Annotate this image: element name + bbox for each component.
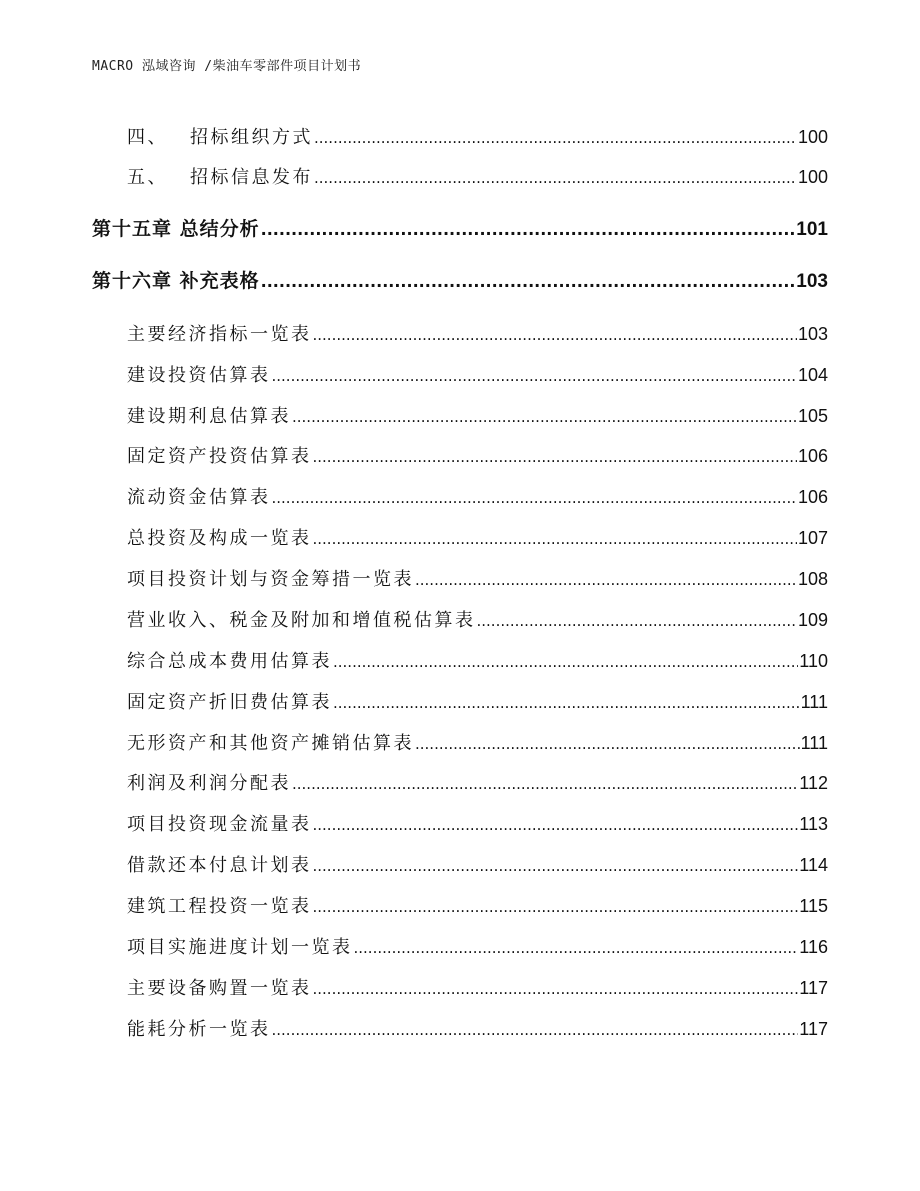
toc-item-row[interactable] [127, 810, 828, 836]
leader-dots [313, 448, 797, 466]
leader-dots [313, 530, 797, 548]
leader-dots [292, 775, 798, 793]
leader-dots [272, 1021, 799, 1039]
page-number: 111 [800, 692, 828, 712]
toc-item-row[interactable] [127, 524, 828, 550]
page-number: 104 [797, 365, 828, 385]
leader-dots [333, 694, 800, 712]
toc-item-row[interactable] [127, 361, 828, 387]
item-title: 项目实施进度计划一览表 [127, 937, 353, 958]
page-number: 117 [799, 1019, 828, 1039]
leader-dots [313, 898, 799, 916]
item-title: 固定资产投资估算表 [127, 446, 312, 467]
page-number: 106 [797, 487, 828, 507]
page-number: 112 [799, 773, 828, 793]
toc-item-row[interactable] [127, 1015, 828, 1041]
toc-item-row[interactable] [127, 565, 828, 591]
toc-item-row[interactable] [127, 606, 828, 632]
leader-dots [272, 367, 797, 385]
toc-item-row[interactable] [127, 974, 828, 1000]
leader-dots [354, 939, 799, 957]
page-number: 107 [797, 528, 828, 548]
leader-dots [333, 653, 798, 671]
page-number: 117 [799, 978, 828, 998]
leader-dots [477, 612, 797, 630]
item-title: 综合总成本费用估算表 [127, 651, 332, 672]
toc-section-row[interactable] [127, 163, 828, 189]
section-label [127, 163, 313, 189]
item-title: 主要经济指标一览表 [127, 324, 312, 345]
chapter-title: 第十五章 总结分析 [92, 218, 260, 240]
item-title: 能耗分析一览表 [127, 1019, 271, 1040]
chapter-title: 第十六章 补充表格 [92, 270, 260, 292]
item-title: 借款还本付息计划表 [127, 855, 312, 876]
page-number: 103 [797, 324, 828, 344]
section-title: 招标信息发布 [190, 167, 313, 188]
leader-dots [292, 408, 797, 426]
item-title: 项目投资计划与资金筹措一览表 [127, 569, 414, 590]
page-number: 105 [797, 406, 828, 426]
item-title: 建设期利息估算表 [127, 406, 291, 427]
page-number: 106 [797, 446, 828, 466]
leader-dots [261, 272, 796, 291]
toc-item-row[interactable] [127, 688, 828, 714]
toc-chapter-row[interactable] [92, 214, 828, 241]
leader-dots [313, 326, 797, 344]
toc-item-row[interactable] [127, 769, 828, 795]
toc-item-row[interactable] [127, 851, 828, 877]
item-title: 建筑工程投资一览表 [127, 896, 312, 917]
section-title: 招标组织方式 [190, 127, 313, 148]
toc-item-row[interactable] [127, 320, 828, 346]
toc-item-row[interactable] [127, 892, 828, 918]
page-number: 115 [799, 896, 828, 916]
leader-dots [272, 489, 797, 507]
leader-dots [415, 735, 800, 753]
page-number: 108 [797, 569, 828, 589]
item-title: 利润及利润分配表 [127, 773, 291, 794]
toc-item-row[interactable] [127, 647, 828, 673]
item-title: 总投资及构成一览表 [127, 528, 312, 549]
section-number: 五、 [127, 167, 168, 188]
item-title: 项目投资现金流量表 [127, 814, 312, 835]
toc-chapter-row[interactable] [92, 266, 828, 293]
page-number: 101 [796, 219, 828, 240]
section-number: 四、 [127, 127, 168, 148]
page-number: 113 [799, 814, 828, 834]
page-number: 111 [800, 733, 828, 753]
item-title: 固定资产折旧费估算表 [127, 692, 332, 713]
item-title: 营业收入、税金及附加和增值税估算表 [127, 610, 476, 631]
leader-dots [415, 571, 797, 589]
item-title: 主要设备购置一览表 [127, 978, 312, 999]
leader-dots [314, 169, 797, 187]
leader-dots [313, 980, 799, 998]
item-title: 流动资金估算表 [127, 487, 271, 508]
page-number: 110 [799, 651, 828, 671]
page-number: 109 [797, 610, 828, 630]
leader-dots [314, 129, 797, 147]
section-label [127, 123, 313, 149]
page-number: 116 [799, 937, 828, 957]
toc-item-row[interactable] [127, 442, 828, 468]
leader-dots [313, 857, 799, 875]
leader-dots [261, 220, 796, 239]
toc-item-row[interactable] [127, 402, 828, 428]
toc-section-row[interactable] [127, 123, 828, 149]
page-number: 100 [797, 127, 828, 147]
page-number: 100 [797, 167, 828, 187]
leader-dots [313, 816, 799, 834]
toc-item-row[interactable] [127, 729, 828, 755]
page-header: MACRO 泓域咨询 /柴油车零部件项目计划书 [92, 59, 362, 74]
toc-item-row[interactable] [127, 483, 828, 509]
item-title: 无形资产和其他资产摊销估算表 [127, 733, 414, 754]
item-title: 建设投资估算表 [127, 365, 271, 386]
toc-item-row[interactable] [127, 933, 828, 959]
page-number: 103 [796, 271, 828, 292]
page-number: 114 [799, 855, 828, 875]
